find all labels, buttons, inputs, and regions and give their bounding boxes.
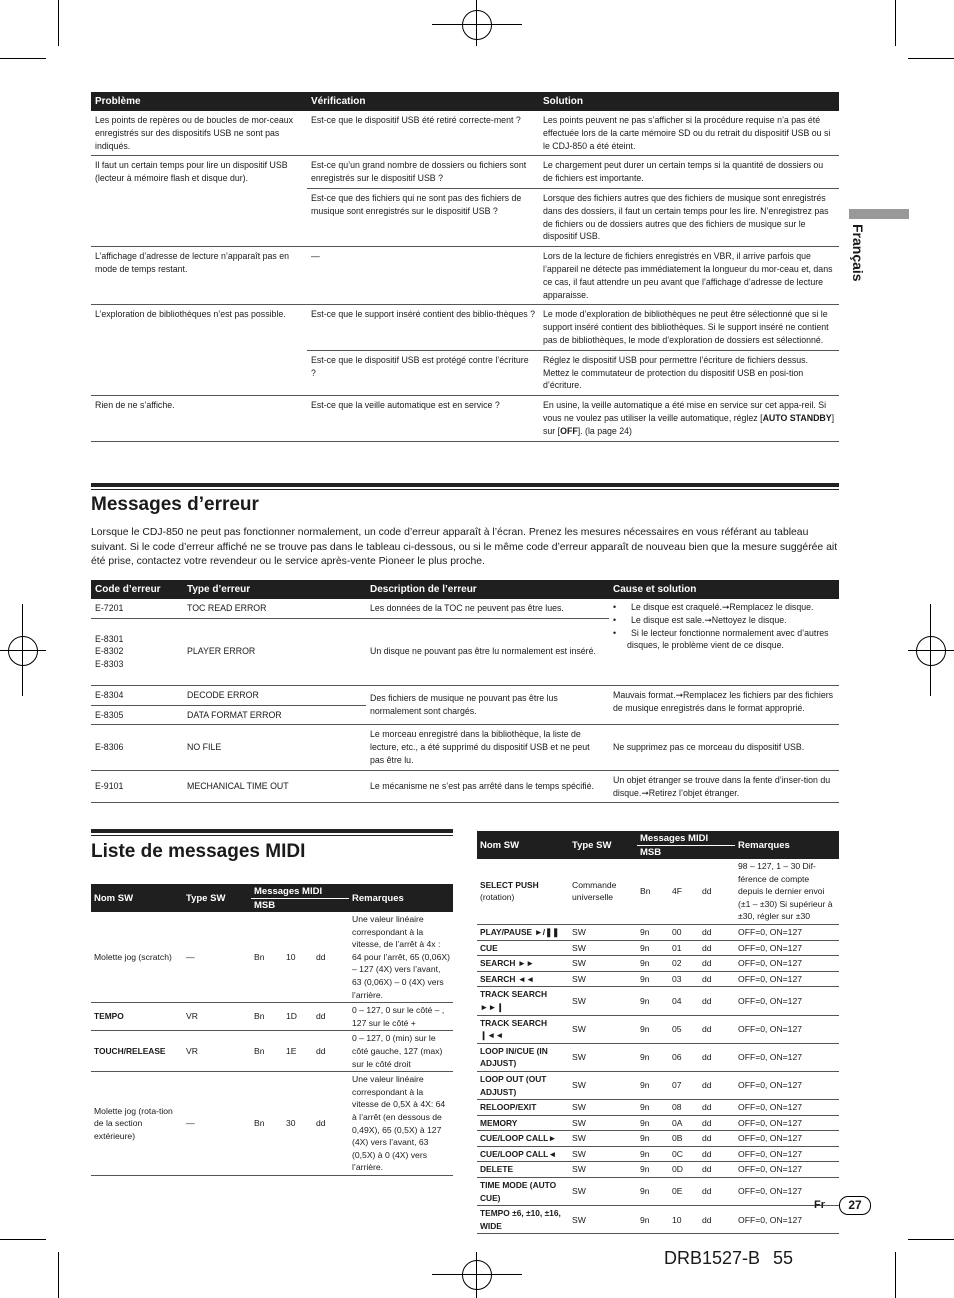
midi-data1: 0C [669,1146,699,1162]
cause-list [613,601,835,652]
check-cell: — [307,247,539,305]
midi-nom: TEMPO ±6, ±10, ±16, WIDE [477,1206,569,1234]
table-row [477,1206,839,1234]
solution-cell: Réglez le dispositif USB pour permettre l’écriture de fichiers dessus. Mettez le commutateur de protection du dispositif USB en posi-tion d’écriture. [539,350,839,395]
registration-line [432,1274,522,1275]
midi-remarque: Une valeur linéaire correspondant à la vitesse de 0,5X à 4X: 64 à l’arrêt (en dessous de 0,49X), 65 (0,5X) à 127 (4X) vers l’avant, 63 (0,5X) à 0 (4X) vers l’arrière. [349,1072,453,1176]
midi-type: SW [569,956,637,972]
error-description: Des fichiers de musique ne pouvant pas être lus normalement sont chargés. [366,685,609,725]
problem-cell: Rien de ne s’affiche. [91,396,307,441]
midi-type: SW [569,1071,637,1099]
off-label: OFF [560,425,578,436]
midi-data2: dd [699,940,735,956]
midi-nom: DELETE [477,1162,569,1178]
midi-data2: dd [699,1131,735,1147]
midi-data1: 01 [669,940,699,956]
midi-status: 9n [637,1178,669,1206]
midi-data2: dd [699,971,735,987]
midi-data1: 10 [669,1206,699,1234]
registration-mark [462,1260,492,1290]
midi-data1: 02 [669,956,699,972]
midi-data2: dd [699,1015,735,1043]
midi-remarque: OFF=0, ON=127 [735,1178,839,1206]
header-description: Description de l’erreur [366,580,609,599]
auto-standby-label: AUTO STANDBY [762,412,832,423]
error-description: Un disque ne pouvant pas être lu normalement est inséré. [366,618,609,685]
header-solution: Solution [539,92,839,111]
doc-code: DRB1527-B [664,1248,761,1268]
crop-mark [908,1239,954,1240]
midi-status: Bn [251,912,283,1003]
midi-remarque: OFF=0, ON=127 [735,1071,839,1099]
midi-remarque: OFF=0, ON=127 [735,1100,839,1116]
midi-table-left [91,884,453,1176]
error-description: Le morceau enregistré dans la bibliothèque, la liste de lecture, etc., a été supprimé du dispositif USB et ne peut pas être lu. [366,725,609,770]
solution-text: En usine, la veille automatique a été mise en service sur cet appa-reil. Si vous ne voulez pas utiliser la veille automatique, réglez [ [543,400,827,423]
table-row [477,1043,839,1071]
check-cell: Est-ce que des fichiers qui ne sont pas des fichiers de musique sont enregistrés sur le dispositif USB ? [307,188,539,246]
errors-title: Messages d’erreur [91,494,259,515]
table-row [91,396,839,441]
midi-table-right [477,831,839,1234]
error-code: E-8306 [91,725,183,770]
solution-cell: Lors de la lecture de fichiers enregistrés en VBR, il arrive parfois que l’appareil ne détecte pas immédiatement la longueur du mor-ceau et, dans ce cas, il faut attendre un peu avant que l’affichage d’adresse de lecture apparaisse. [539,247,839,305]
cause-text: Le disque est craquelé.➞Remplacez le disque. [631,602,814,612]
midi-nom: MEMORY [477,1115,569,1131]
midi-data2: dd [699,956,735,972]
solution-cell [539,396,839,441]
midi-type: VR [183,1003,251,1031]
header-cause: Cause et solution [609,580,839,599]
list-item: • Le disque est craquelé.➞Remplacez le disque. [613,602,814,612]
registration-mark [916,636,946,666]
registration-line [0,650,46,651]
registration-line [476,1252,477,1298]
midi-type: SW [569,1100,637,1116]
table-row [477,1115,839,1131]
midi-remarque: OFF=0, ON=127 [735,1131,839,1147]
midi-type: SW [569,1015,637,1043]
midi-status: 9n [637,1146,669,1162]
midi-nom: LOOP OUT (OUT ADJUST) [477,1071,569,1099]
midi-type: VR [183,1031,251,1072]
midi-nom: SEARCH ◄◄ [477,971,569,987]
midi-data1: 00 [669,924,699,940]
midi-data2: dd [699,1206,735,1234]
section-rule [91,835,453,836]
midi-type: SW [569,1146,637,1162]
midi-status: 9n [637,924,669,940]
problem-cell: L’affichage d’adresse de lecture n’apparaît pas en mode de temps restant. [91,247,307,305]
check-cell: Est-ce qu’un grand nombre de dossiers ou fichiers sont enregistrés sur le dispositif USB ? [307,156,539,189]
table-row [91,305,839,350]
midi-remarque: OFF=0, ON=127 [735,1115,839,1131]
crop-mark [908,58,954,59]
midi-remarque: OFF=0, ON=127 [735,956,839,972]
table-row [477,1015,839,1043]
table-row [91,1072,453,1176]
section-rule [91,483,839,487]
midi-nom-sub: (rotation) [480,892,515,903]
midi-status: 9n [637,1115,669,1131]
midi-status: 9n [637,1206,669,1234]
midi-data1: 0D [669,1162,699,1178]
check-cell: Est-ce que le dispositif USB est protégé contre l’écriture ? [307,350,539,395]
midi-data1: 07 [669,1071,699,1099]
midi-type: SW [569,987,637,1015]
midi-nom: RELOOP/EXIT [477,1100,569,1116]
midi-nom: CUE [477,940,569,956]
midi-type: SW [569,1043,637,1071]
table-row [477,940,839,956]
midi-data1: 10 [283,912,313,1003]
midi-title: Liste de messages MIDI [91,841,306,862]
midi-status: 9n [637,971,669,987]
midi-type: SW [569,1206,637,1234]
list-item: • Si le lecteur fonctionne normalement avec d’autres disques, le problème vient de ce disque. [613,627,829,651]
page-number-badge: 27 [839,1196,871,1215]
midi-nom: TRACK SEARCH ❙◄◄ [477,1015,569,1043]
midi-nom: TEMPO [91,1003,183,1031]
error-code: E-8305 [91,705,183,725]
midi-data1: 04 [669,987,699,1015]
error-type: DECODE ERROR [183,685,366,705]
language-tab-bar [849,209,909,219]
midi-nom: TOUCH/RELEASE [91,1031,183,1072]
solution-cell: Les points peuvent ne pas s’afficher si la procédure requise n’a pas été effectuée lors de la carte mémoire SD ou du retrait du dispositif USB ou si le CDJ-850 a été éteint. [539,111,839,156]
midi-data2: dd [313,1031,349,1072]
header-probleme: Problème [91,92,307,111]
midi-remarque: Une valeur linéaire correspondant à la vitesse, de l’arrêt à 4x : 64 pour l’arrêt, 65 (0,06X) – 127 (4X) vers l’avant, 63 (0,06X) – 0 (4X) vers l’arrière. [349,912,453,1003]
error-code: E-7201 [91,599,183,618]
header-messages-midi: Messages MIDI [637,831,735,846]
midi-status: Bn [637,859,669,924]
cause-cell: Mauvais format.➞Remplacez les fichiers par des fichiers de musique enregistrés dans le format approprié. [609,685,839,725]
midi-remarque: OFF=0, ON=127 [735,987,839,1015]
midi-status: 9n [637,1100,669,1116]
midi-type: SW [569,1131,637,1147]
error-code: E-8304 [91,685,183,705]
midi-status: Bn [251,1031,283,1072]
midi-status: 9n [637,1071,669,1099]
table-row [91,111,839,156]
midi-nom: CUE/LOOP CALL► [477,1131,569,1147]
table-row [477,987,839,1015]
midi-type: SW [569,1162,637,1178]
registration-line [432,24,522,25]
midi-data1: 05 [669,1015,699,1043]
check-cell: Est-ce que le dispositif USB été retiré correcte-ment ? [307,111,539,156]
midi-type: — [183,912,251,1003]
midi-data2: dd [313,912,349,1003]
table-row [477,1146,839,1162]
midi-nom: LOOP IN/CUE (IN ADJUST) [477,1043,569,1071]
midi-data1: 30 [283,1072,313,1176]
doc-page: 55 [773,1248,794,1268]
table-row [477,1162,839,1178]
table-row [477,1131,839,1147]
midi-nom: CUE/LOOP CALL◄ [477,1146,569,1162]
language-tab-label: Français [850,224,866,282]
midi-status: 9n [637,1043,669,1071]
midi-nom-label: SELECT PUSH [480,879,539,890]
table-row [91,685,839,705]
midi-remarque: OFF=0, ON=127 [735,1043,839,1071]
midi-status: 9n [637,987,669,1015]
midi-data1: 4F [669,859,699,924]
midi-nom: SEARCH ►► [477,956,569,972]
error-type: PLAYER ERROR [183,618,366,685]
header-msb: MSB [637,846,735,860]
solution-text: ] sur [ [543,412,835,436]
solution-cell: Le chargement peut durer un certain temps si la quantité de dossiers ou de fichiers est importante. [539,156,839,189]
midi-data2: dd [699,987,735,1015]
crop-mark [58,1252,59,1298]
midi-data2: dd [313,1003,349,1031]
crop-mark [0,58,46,59]
registration-mark [8,636,38,666]
table-row [477,924,839,940]
midi-remarque: OFF=0, ON=127 [735,924,839,940]
troubleshooting-table [91,92,839,442]
midi-status: 9n [637,1162,669,1178]
header-code: Code d’erreur [91,580,183,599]
midi-type: SW [569,1115,637,1131]
table-row [477,1100,839,1116]
header-nom-sw: Nom SW [91,884,183,912]
registration-mark [462,10,492,40]
midi-type: SW [569,971,637,987]
problem-cell: Il faut un certain temps pour lire un dispositif USB (lecteur à mémoire flash et disque dur). [91,156,307,247]
midi-remarque: OFF=0, ON=127 [735,971,839,987]
header-msb: MSB [251,899,349,913]
midi-data2: dd [699,1071,735,1099]
table-row [91,725,839,770]
header-messages-midi: Messages MIDI [251,884,349,899]
midi-data1: 0E [669,1178,699,1206]
error-code: E-9101 [91,770,183,803]
registration-line [476,0,477,46]
header-nom-sw: Nom SW [477,831,569,859]
midi-remarque: OFF=0, ON=127 [735,1206,839,1234]
error-type: TOC READ ERROR [183,599,366,618]
midi-remarque: OFF=0, ON=127 [735,940,839,956]
table-row [91,156,839,189]
midi-type: SW [569,940,637,956]
midi-right-body [477,859,839,1234]
midi-data2: dd [699,859,735,924]
errors-intro: Lorsque le CDJ-850 ne peut pas fonctionner normalement, un code d’erreur apparaît à l’écran. Prenez les mesures nécessaires en vous référant au tableau suivant. Si le code d’erreur affiché ne se trouve pas dans le tableau ci-dessous, ou si le même code d’erreur apparaît de nouveau bien que la mesure suggérée ait été prise, contactez votre revendeur ou le service après-vente Pioneer le plus proche. [91,527,838,567]
midi-remarque: 98 – 127, 1 – 30 Dif-férence de compte depuis le dernier envoi (±1 – ±30) Si supérieur à ±30, régler sur ±30 [735,859,839,924]
midi-nom: PLAY/PAUSE ►/❚❚ [477,924,569,940]
table-row [477,956,839,972]
cause-cell: Un objet étranger se trouve dans la fente d’inser-tion du disque.➞Retirez l’objet étranger. [609,770,839,803]
midi-data2: dd [699,1162,735,1178]
table-row [91,599,839,618]
table-row [477,859,839,924]
midi-status: 9n [637,956,669,972]
table-row [91,247,839,305]
midi-data2: dd [699,1043,735,1071]
midi-data2: dd [699,1100,735,1116]
table-row [91,1003,453,1031]
midi-data2: dd [313,1072,349,1176]
midi-type: Commande universelle [569,859,637,924]
error-codes-table [91,580,839,803]
midi-data1: 0B [669,1131,699,1147]
error-type: MECHANICAL TIME OUT [183,770,366,803]
solution-cell: Le mode d’exploration de bibliothèques ne peut être sélectionné que si le support inséré contient des bibliothèques. Si le support inséré ne contient pas de bibliothèques, le mode d’exploration de dossiers est sélectionné. [539,305,839,350]
midi-remarque: OFF=0, ON=127 [735,1146,839,1162]
midi-data1: 08 [669,1100,699,1116]
error-description: Les données de la TOC ne peuvent pas être lues. [366,599,609,618]
error-code: E-8301 E-8302 E-8303 [91,618,183,685]
problem-cell: L’exploration de bibliothèques n’est pas possible. [91,305,307,396]
midi-status: 9n [637,1015,669,1043]
midi-nom: Molette jog (rota-tion de la section extérieure) [91,1072,183,1176]
error-type: DATA FORMAT ERROR [183,705,366,725]
cause-text: Si le lecteur fonctionne normalement avec d’autres disques, le problème vient de ce disque. [627,627,829,651]
cause-text: Le disque est sale.➞Nettoyez le disque. [631,614,787,625]
midi-status: 9n [637,940,669,956]
midi-remarque: OFF=0, ON=127 [735,1162,839,1178]
crop-mark [895,1252,896,1298]
midi-type: SW [569,1178,637,1206]
midi-nom: TRACK SEARCH ►►❙ [477,987,569,1015]
midi-data2: dd [699,1146,735,1162]
midi-status: 9n [637,1131,669,1147]
crop-mark [0,1239,46,1240]
solution-cell: Lorsque des fichiers autres que des fichiers de musique sont enregistrés dans des dossiers, il faut un certain temps pour les lire. N’enregistrez pas de fichiers ou de dossiers autres que des fichiers de musique sur le dispositif USB. [539,188,839,246]
table-row [91,912,453,1003]
language-tab [842,224,872,290]
error-type: NO FILE [183,725,366,770]
table-row [91,1031,453,1072]
table-row [477,1071,839,1099]
midi-data1: 0A [669,1115,699,1131]
midi-data1: 1D [283,1003,313,1031]
midi-nom: Molette jog (scratch) [91,912,183,1003]
header-remarques: Remarques [735,831,839,859]
midi-data2: dd [699,1178,735,1206]
header-remarques: Remarques [349,884,453,912]
midi-status: Bn [251,1072,283,1176]
error-description: Le mécanisme ne s’est pas arrêté dans le temps spécifié. [366,770,609,803]
header-type-sw: Type SW [569,831,637,859]
crop-mark [58,0,59,46]
check-cell: Est-ce que le support inséré contient des biblio-thèques ? [307,305,539,350]
midi-remarque: OFF=0, ON=127 [735,1015,839,1043]
midi-nom [477,859,569,924]
table-row [91,770,839,803]
cause-cell: Ne supprimez pas ce morceau du dispositif USB. [609,725,839,770]
list-item: • Le disque est sale.➞Nettoyez le disque. [613,614,787,625]
midi-type: — [183,1072,251,1176]
midi-remarque: 0 – 127, 0 sur le côté – , 127 sur le côté + [349,1003,453,1031]
midi-status: Bn [251,1003,283,1031]
solution-text: ]. (la page 24) [577,425,632,436]
footer-lang: Fr [814,1199,825,1211]
midi-data1: 1E [283,1031,313,1072]
midi-nom: TIME MODE (AUTO CUE) [477,1178,569,1206]
midi-remarque: 0 – 127, 0 (min) sur le côté gauche, 127 (max) sur le côté droit [349,1031,453,1072]
header-type: Type d’erreur [183,580,366,599]
header-type-sw: Type SW [183,884,251,912]
registration-line [908,650,954,651]
midi-type: SW [569,924,637,940]
header-verification: Vérification [307,92,539,111]
section-rule [91,829,453,833]
check-cell: Est-ce que la veille automatique est en service ? [307,396,539,441]
table-row [477,971,839,987]
cause-cell [609,599,839,685]
midi-data1: 03 [669,971,699,987]
section-rule [91,489,839,490]
table-row [477,1178,839,1206]
crop-mark [895,0,896,46]
midi-data1: 06 [669,1043,699,1071]
problem-cell: Les points de repères ou de boucles de mor-ceaux enregistrés sur des dispositifs USB ne sont pas indiqués. [91,111,307,156]
midi-data2: dd [699,924,735,940]
midi-data2: dd [699,1115,735,1131]
